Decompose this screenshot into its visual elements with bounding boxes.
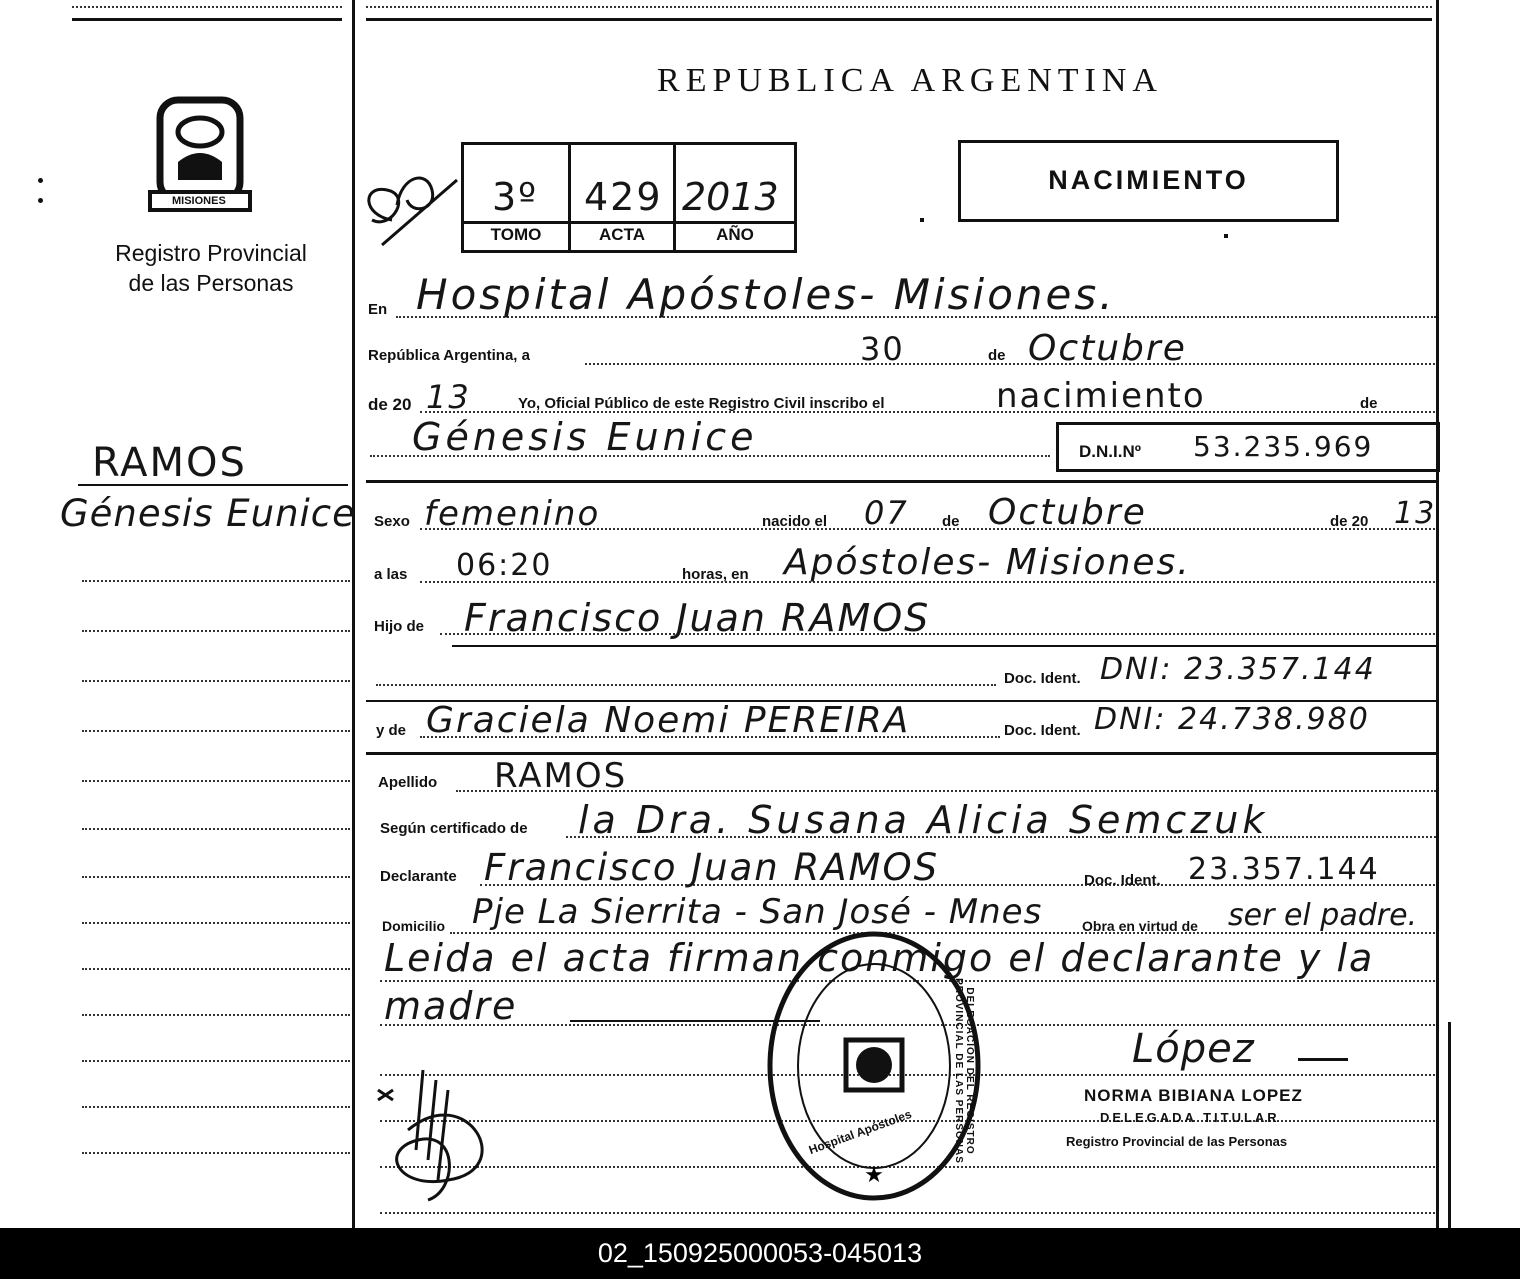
margin-dotted-line — [82, 1060, 350, 1062]
field-line — [380, 1212, 1435, 1214]
stamp-inner-text: Hospital Apóstoles — [806, 1106, 914, 1158]
closing-line-1: Leida el acta firman conmigo el declarante y la — [384, 936, 1375, 980]
year-suffix-field: 13 — [426, 378, 471, 416]
provincial-seal-icon — [140, 92, 260, 222]
birth-time-field: 06:20 — [456, 548, 553, 583]
de-label: de — [988, 347, 1006, 364]
dni-field: 53.235.969 — [1193, 430, 1374, 463]
obra-label: Obra en virtud de — [1082, 918, 1198, 934]
sexo-label: Sexo — [374, 513, 410, 530]
form-top-rule — [366, 6, 1432, 8]
alas-label: a las — [374, 566, 408, 583]
document-code: 02_150925000053-045013 — [0, 1228, 1520, 1279]
declarant-signature-icon — [368, 1060, 508, 1210]
en-label: En — [368, 301, 388, 318]
de20-label-2: de 20 — [1330, 513, 1369, 530]
stamp-outer-text: DELEGACIÓN DEL REGISTRO PROVINCIAL DE LAS PERSONAS — [953, 978, 975, 1164]
official-office: Registro Provincial de las Personas — [1066, 1134, 1288, 1149]
margin-dotted-line — [82, 1152, 350, 1154]
declarant-doc-field: 23.357.144 — [1188, 852, 1380, 887]
de-label-2: de — [1360, 395, 1378, 412]
closing-line-2: madre — [384, 984, 518, 1028]
declarant-field: Francisco Juan RAMOS — [484, 846, 940, 889]
anio-label: AÑO — [716, 225, 754, 244]
page-edge — [1448, 1022, 1451, 1228]
margin-dotted-line — [82, 580, 350, 582]
dni-box — [1056, 422, 1440, 472]
margin-surname: RAMOS — [92, 440, 247, 486]
margin-dotted-line — [82, 1014, 350, 1016]
field-line — [452, 645, 1436, 647]
margin-rule — [78, 484, 348, 486]
margin-dotted-line — [82, 876, 350, 878]
month-field: Octubre — [1028, 328, 1187, 369]
acta-value: 429 — [584, 175, 663, 219]
de-label-3: de — [942, 513, 960, 530]
margin-dotted-line — [82, 968, 350, 970]
nacido-label: nacido el — [762, 513, 828, 530]
father-doc-field: DNI: 23.357.144 — [1100, 652, 1376, 687]
official-title: DELEGADA TITULAR — [1100, 1110, 1280, 1125]
field-line — [585, 363, 1435, 365]
margin-dotted-line — [82, 630, 350, 632]
tomo-label: TOMO — [490, 225, 542, 244]
margin-dotted-line — [82, 922, 350, 924]
birth-day-field: 07 — [864, 494, 909, 532]
birth-month-field: Octubre — [988, 492, 1147, 533]
margin-dotted-line — [82, 680, 350, 682]
svg-text:★: ★ — [864, 1163, 884, 1188]
surname-field: RAMOS — [494, 756, 628, 796]
sex-field: femenino — [424, 494, 601, 534]
declarante-label: Declarante — [380, 868, 457, 885]
day-field: 30 — [860, 330, 905, 368]
margin-dotted-line — [82, 780, 350, 782]
initials-signature-icon — [352, 160, 462, 250]
logo-text: MISIONES — [172, 195, 226, 207]
dni-label: D.N.I.Nº — [1079, 442, 1141, 461]
doc-ident-label-3: Doc. Ident. — [1084, 872, 1161, 889]
mark-dot — [38, 178, 43, 183]
margin-rule — [72, 6, 342, 8]
doc-ident-label-2: Doc. Ident. — [1004, 722, 1081, 739]
margin-dotted-line — [82, 730, 350, 732]
registry-name-line1: Registro Provincial — [115, 240, 307, 266]
margin-rule — [72, 18, 342, 21]
republica-label: República Argentina, a — [368, 347, 530, 364]
tomo-value: 3º — [492, 175, 539, 219]
mark-dot — [38, 198, 43, 203]
official-name: NORMA BIBIANA LOPEZ — [1084, 1086, 1303, 1105]
section-rule — [366, 480, 1436, 483]
registry-stamp-icon — [766, 930, 982, 1202]
de20-label: de 20 — [368, 395, 412, 414]
yo-label: Yo, Oficial Público de este Registro Civil inscribo el — [518, 395, 885, 412]
father-field: Francisco Juan RAMOS — [464, 596, 931, 640]
registry-name — [96, 238, 326, 298]
hijo-label: Hijo de — [374, 618, 425, 635]
field-line — [376, 684, 996, 686]
page-title: REPUBLICA ARGENTINA — [657, 62, 1163, 99]
form-top-rule — [366, 18, 1432, 21]
official-signature: López — [1132, 1026, 1255, 1072]
form-right-border — [1436, 0, 1439, 1228]
record-id-box — [461, 142, 797, 253]
event-field: nacimiento — [996, 376, 1206, 416]
birth-place-field: Apóstoles- Misiones. — [784, 542, 1191, 583]
capacity-field: ser el padre. — [1228, 898, 1418, 933]
mother-field: Graciela Noemi PEREIRA — [426, 700, 911, 741]
child-name-field: Génesis Eunice — [412, 415, 758, 459]
section-rule — [366, 752, 1436, 755]
margin-given-names: Génesis Eunice — [60, 492, 356, 535]
yde-label: y de — [376, 722, 407, 739]
certifier-field: la Dra. Susana Alicia Semczuk — [578, 798, 1269, 842]
registry-name-line2: de las Personas — [128, 270, 294, 296]
birth-year-suffix-field: 13 — [1394, 496, 1437, 531]
domicilio-label: Domicilio — [382, 918, 446, 934]
place-field: Hospital Apóstoles- Misiones. — [416, 270, 1116, 319]
margin-dotted-line — [82, 828, 350, 830]
apellido-label: Apellido — [378, 774, 438, 791]
anio-value: 2013 — [682, 175, 779, 219]
address-field: Pje La Sierrita - San José - Mnes — [472, 892, 1043, 932]
acta-label: ACTA — [599, 225, 645, 244]
field-line — [420, 411, 1435, 413]
doc-ident-label: Doc. Ident. — [1004, 670, 1081, 687]
record-type-box — [958, 140, 1339, 222]
segun-label: Según certificado de — [380, 820, 528, 837]
record-type: NACIMIENTO — [1048, 165, 1249, 195]
mother-doc-field: DNI: 24.738.980 — [1094, 702, 1370, 737]
horas-label: horas, en — [682, 566, 749, 583]
margin-dotted-line — [82, 1106, 350, 1108]
